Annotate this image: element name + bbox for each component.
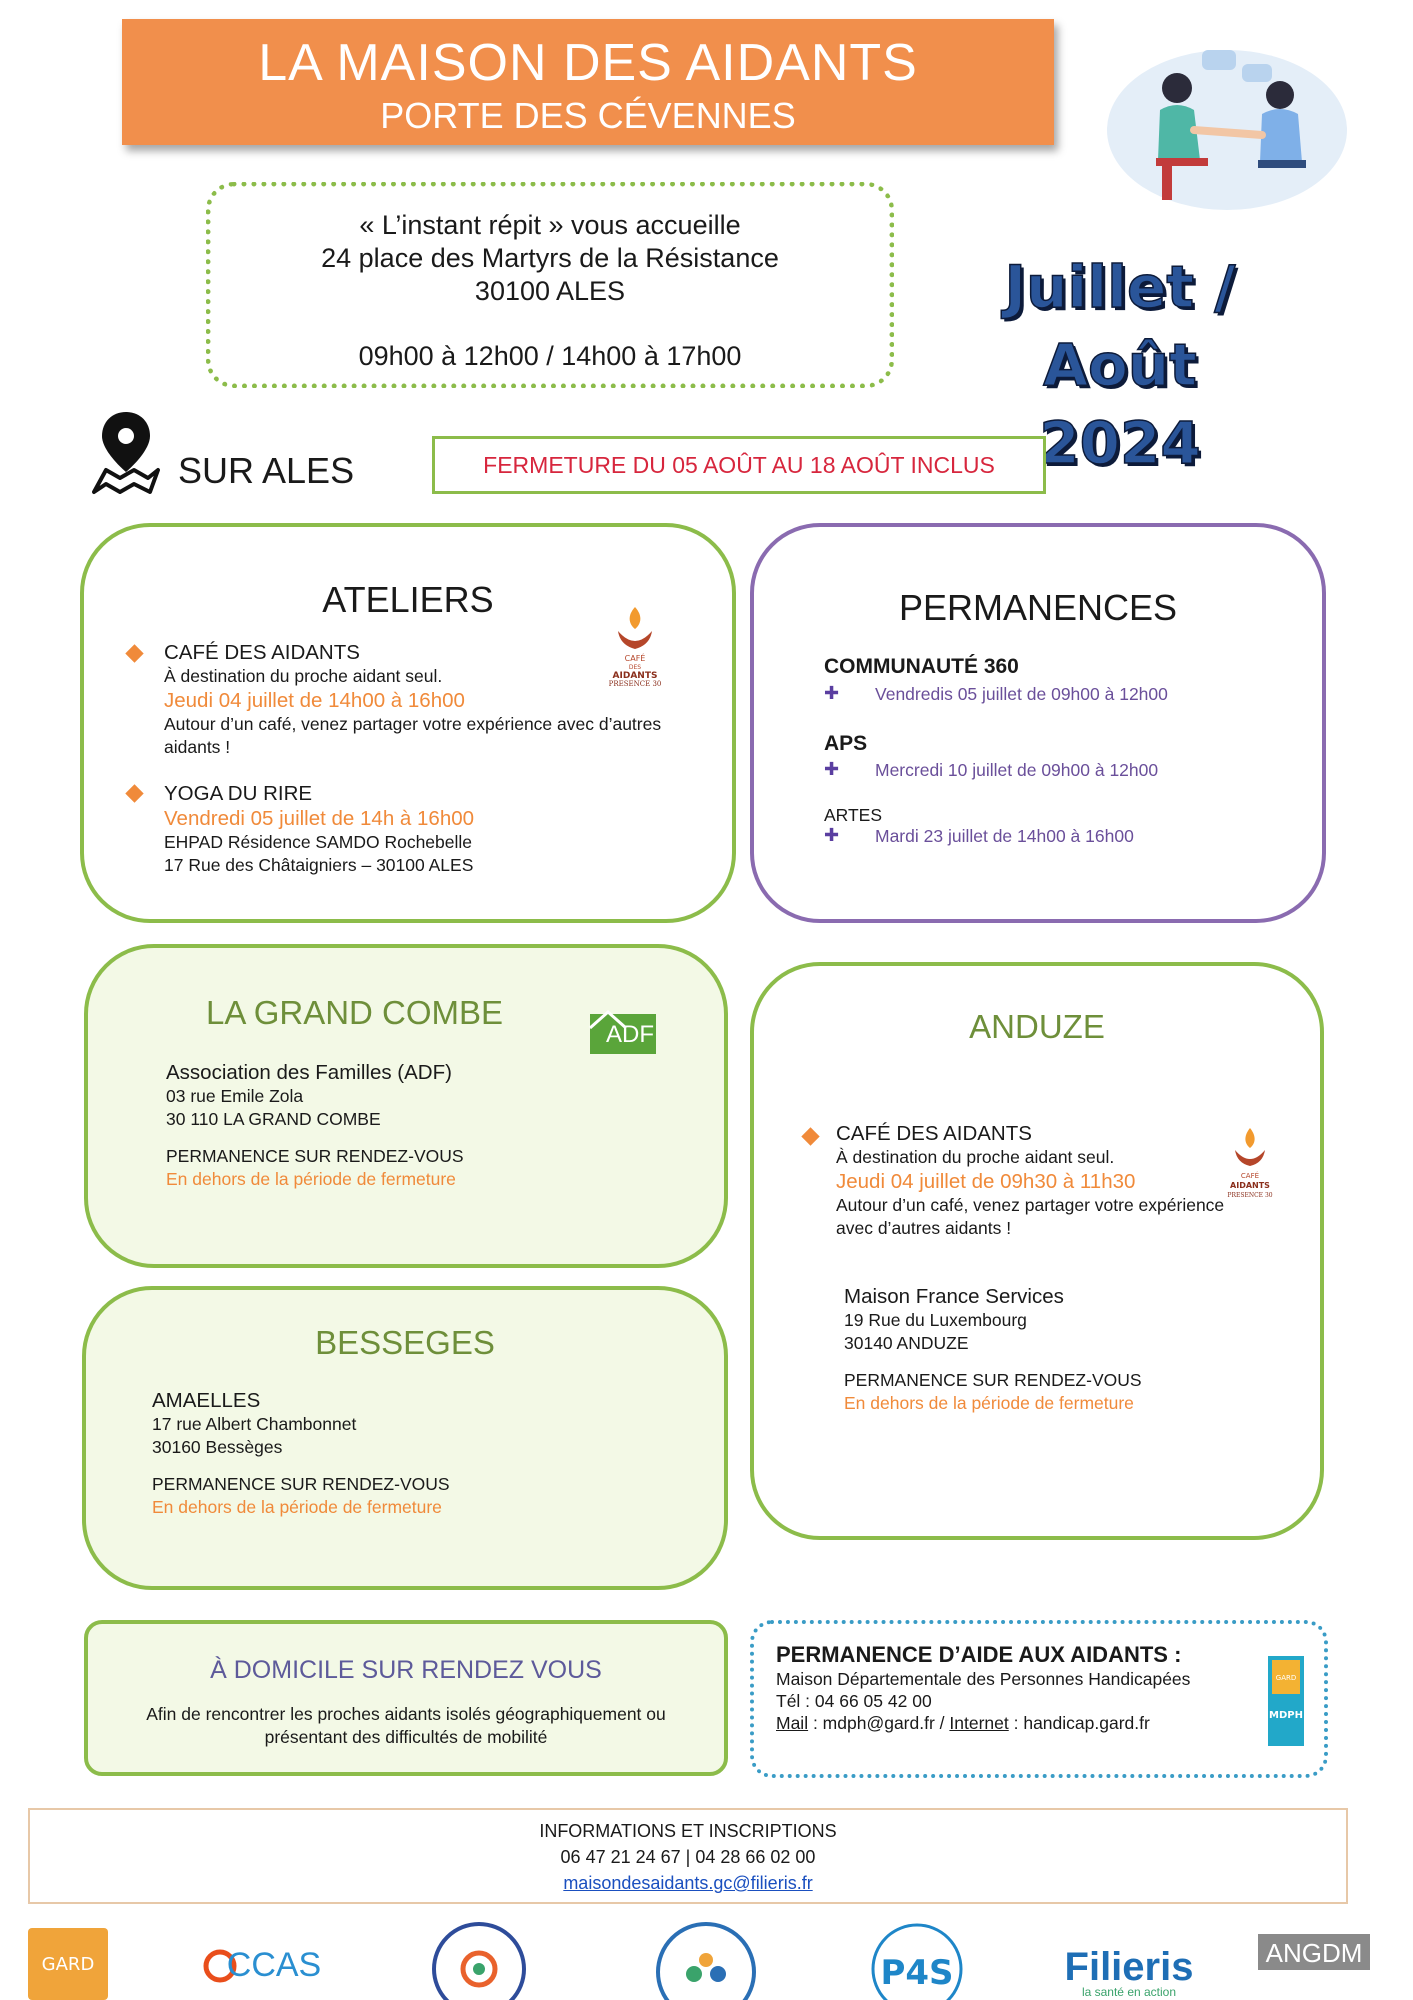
atelier-yoga	[164, 781, 724, 877]
caregivers-illustration	[1102, 40, 1352, 210]
location-label: SUR ALES	[178, 450, 355, 491]
grand-combe-title: LA GRAND COMBE	[206, 994, 504, 1031]
svg-text:AIDANTS: AIDANTS	[612, 671, 658, 681]
internet-link[interactable]: Internet	[949, 1713, 1009, 1733]
web-value: : handicap.gard.fr	[1008, 1713, 1150, 1733]
atelier-name: CAFÉ DES AIDANTS	[836, 1122, 1032, 1145]
atelier-name: CAFÉ DES AIDANTS	[164, 641, 360, 664]
atelier-desc: Autour d’un café, venez partager votre expérience	[836, 1195, 1225, 1215]
support-org: Maison Départementale des Personnes Handicapées	[776, 1669, 1191, 1689]
atelier-desc: avec d’autres aidants !	[836, 1218, 1012, 1238]
support-title: PERMANENCE D’AIDE AUX AIDANTS :	[776, 1642, 1182, 1667]
svg-text:MDPH: MDPH	[1269, 1710, 1303, 1721]
welcome-line: « L’instant répit » vous accueille	[359, 210, 741, 240]
adf-logo	[588, 1008, 658, 1056]
atelier-address: 17 Rue des Châtaigniers – 30100 ALES	[164, 855, 474, 875]
permanence-date: Mardi 23 juillet de 14h00 à 16h00	[875, 826, 1134, 846]
grand-combe-card	[84, 944, 728, 1268]
svg-text:la santé en action: la santé en action	[1081, 1985, 1177, 1999]
info-title: INFORMATIONS ET INSCRIPTIONS	[539, 1821, 837, 1841]
anduze-cafe	[836, 1121, 1286, 1240]
permanence-name: ARTES	[824, 805, 883, 825]
place-name: Maison France Services	[844, 1285, 1064, 1308]
svg-text:CCAS: CCAS	[226, 1946, 322, 1984]
home-visit-card	[84, 1620, 728, 1776]
gard-logo	[28, 1928, 108, 2000]
welcome-box	[206, 182, 894, 388]
info-email-link[interactable]: maisondesaidants.gc@filieris.fr	[563, 1873, 813, 1893]
angdm-logo	[1258, 1934, 1370, 2000]
arrow-icon: ✚	[824, 759, 840, 779]
conference-logo	[430, 1920, 528, 2000]
atelier-audience: À destination du proche aidant seul.	[164, 666, 443, 686]
atelier-date: Jeudi 04 juillet de 09h30 à 11h30	[836, 1170, 1136, 1193]
appointment-label: PERMANENCE SUR RENDEZ-VOUS	[844, 1370, 1142, 1390]
anduze-title: ANDUZE	[969, 1008, 1105, 1045]
filieris-logo	[1054, 1940, 1204, 2000]
atelier-desc: Autour d’un café, venez partager votre expérience avec d’autres	[164, 714, 662, 734]
bullet-icon	[125, 784, 143, 802]
closure-note: En dehors de la période de fermeture	[152, 1497, 442, 1517]
anduze-card	[750, 962, 1324, 1540]
svg-text:PRESENCE 30: PRESENCE 30	[1227, 1192, 1273, 1199]
p4s-logo	[870, 1922, 964, 2000]
besseges-card	[82, 1286, 728, 1590]
permanence-name: COMMUNAUTÉ 360	[824, 655, 1019, 678]
permanence-date: Vendredis 05 juillet de 09h00 à 12h00	[875, 684, 1168, 704]
closure-note: En dehors de la période de fermeture	[844, 1393, 1134, 1413]
info-box	[28, 1808, 1348, 1904]
grand-combe-details	[166, 1060, 686, 1191]
maison-aidants-logo	[654, 1920, 758, 2000]
support-contacts	[776, 1712, 1150, 1735]
welcome-city: 30100 ALES	[474, 276, 626, 306]
home-visit-title: À DOMICILE SUR RENDEZ VOUS	[210, 1656, 602, 1684]
org-name: Association des Familles (ADF)	[166, 1061, 452, 1084]
place-city: 30140 ANDUZE	[844, 1333, 969, 1353]
besseges-title: BESSEGES	[315, 1324, 495, 1361]
bullet-icon	[125, 644, 143, 662]
home-visit-text: Afin de rencontrer les proches aidants isolés géographiquement ou	[146, 1704, 666, 1724]
page-subtitle: PORTE DES CÉVENNES	[380, 95, 796, 136]
atelier-cafe	[164, 640, 724, 759]
org-street: 03 rue Emile Zola	[166, 1086, 304, 1106]
page-title: LA MAISON DES AIDANTS	[258, 34, 918, 92]
svg-text:DES: DES	[628, 664, 642, 671]
permanence-name: APS	[824, 732, 868, 755]
org-city: 30 110 LA GRAND COMBE	[166, 1109, 381, 1129]
atelier-date: Jeudi 04 juillet de 14h00 à 16h00	[164, 689, 465, 712]
svg-text:GARD: GARD	[41, 1954, 95, 1975]
svg-text:CAFÉ: CAFÉ	[624, 654, 646, 663]
map-pin-icon	[90, 408, 162, 496]
atelier-audience: À destination du proche aidant seul.	[836, 1147, 1115, 1167]
ccas-logo	[200, 1944, 338, 1992]
mail-link[interactable]: Mail	[776, 1713, 809, 1733]
atelier-date: Vendredi 05 juillet de 14h à 16h00	[164, 807, 475, 830]
bullet-icon	[801, 1127, 819, 1145]
anduze-address	[844, 1284, 1284, 1415]
svg-text:AIDANTS: AIDANTS	[1230, 1181, 1270, 1190]
arrow-icon: ✚	[824, 683, 840, 703]
org-street: 17 rue Albert Chambonnet	[152, 1414, 357, 1434]
svg-text:GARD: GARD	[1275, 1674, 1297, 1682]
svg-text:CAFÉ: CAFÉ	[1240, 1172, 1260, 1180]
svg-text:PRESENCE 30: PRESENCE 30	[608, 680, 662, 687]
opening-hours: 09h00 à 12h00 / 14h00 à 17h00	[358, 341, 742, 371]
caregiver-support-box	[750, 1620, 1328, 1778]
cafe-aidants-logo	[1222, 1126, 1278, 1200]
support-phone: Tél : 04 66 05 42 00	[776, 1691, 932, 1711]
permanence-date: Mercredi 10 juillet de 09h00 à 12h00	[875, 760, 1159, 780]
mail-value: : mdph@gard.fr /	[808, 1713, 950, 1733]
closure-note: En dehors de la période de fermeture	[166, 1169, 456, 1189]
info-phones: 06 47 21 24 67 | 04 28 66 02 00	[560, 1847, 816, 1867]
besseges-details	[152, 1388, 672, 1519]
atelier-name: YOGA DU RIRE	[164, 782, 313, 805]
ateliers-title: ATELIERS	[322, 579, 494, 620]
permanences-card	[750, 523, 1326, 923]
mdph-logo	[1268, 1656, 1304, 1746]
period-month: Juillet / Août	[1004, 253, 1236, 399]
home-visit-text: présentant des difficultés de mobilité	[264, 1727, 548, 1747]
header-banner	[122, 19, 1054, 145]
atelier-place: EHPAD Résidence SAMDO Rochebelle	[164, 832, 473, 852]
appointment-label: PERMANENCE SUR RENDEZ-VOUS	[152, 1474, 450, 1494]
svg-text:ANGDM: ANGDM	[1265, 1938, 1363, 1968]
atelier-desc: aidants !	[164, 737, 231, 757]
org-name: AMAELLES	[152, 1389, 261, 1412]
closure-notice: FERMETURE DU 05 AOÛT AU 18 AOÛT INCLUS	[432, 436, 1046, 494]
svg-text:Filieris: Filieris	[1064, 1945, 1194, 1989]
ateliers-card	[80, 523, 736, 923]
appointment-label: PERMANENCE SUR RENDEZ-VOUS	[166, 1146, 464, 1166]
svg-text:ADF: ADF	[606, 1021, 654, 1048]
place-street: 19 Rue du Luxembourg	[844, 1310, 1027, 1330]
permanences-title: PERMANENCES	[898, 587, 1178, 628]
org-city: 30160 Bessèges	[152, 1437, 283, 1457]
period-year: 2024	[1039, 409, 1201, 477]
arrow-icon: ✚	[824, 825, 840, 845]
welcome-address: 24 place des Martyrs de la Résistance	[321, 243, 779, 273]
svg-text:P4S: P4S	[880, 1953, 954, 1993]
